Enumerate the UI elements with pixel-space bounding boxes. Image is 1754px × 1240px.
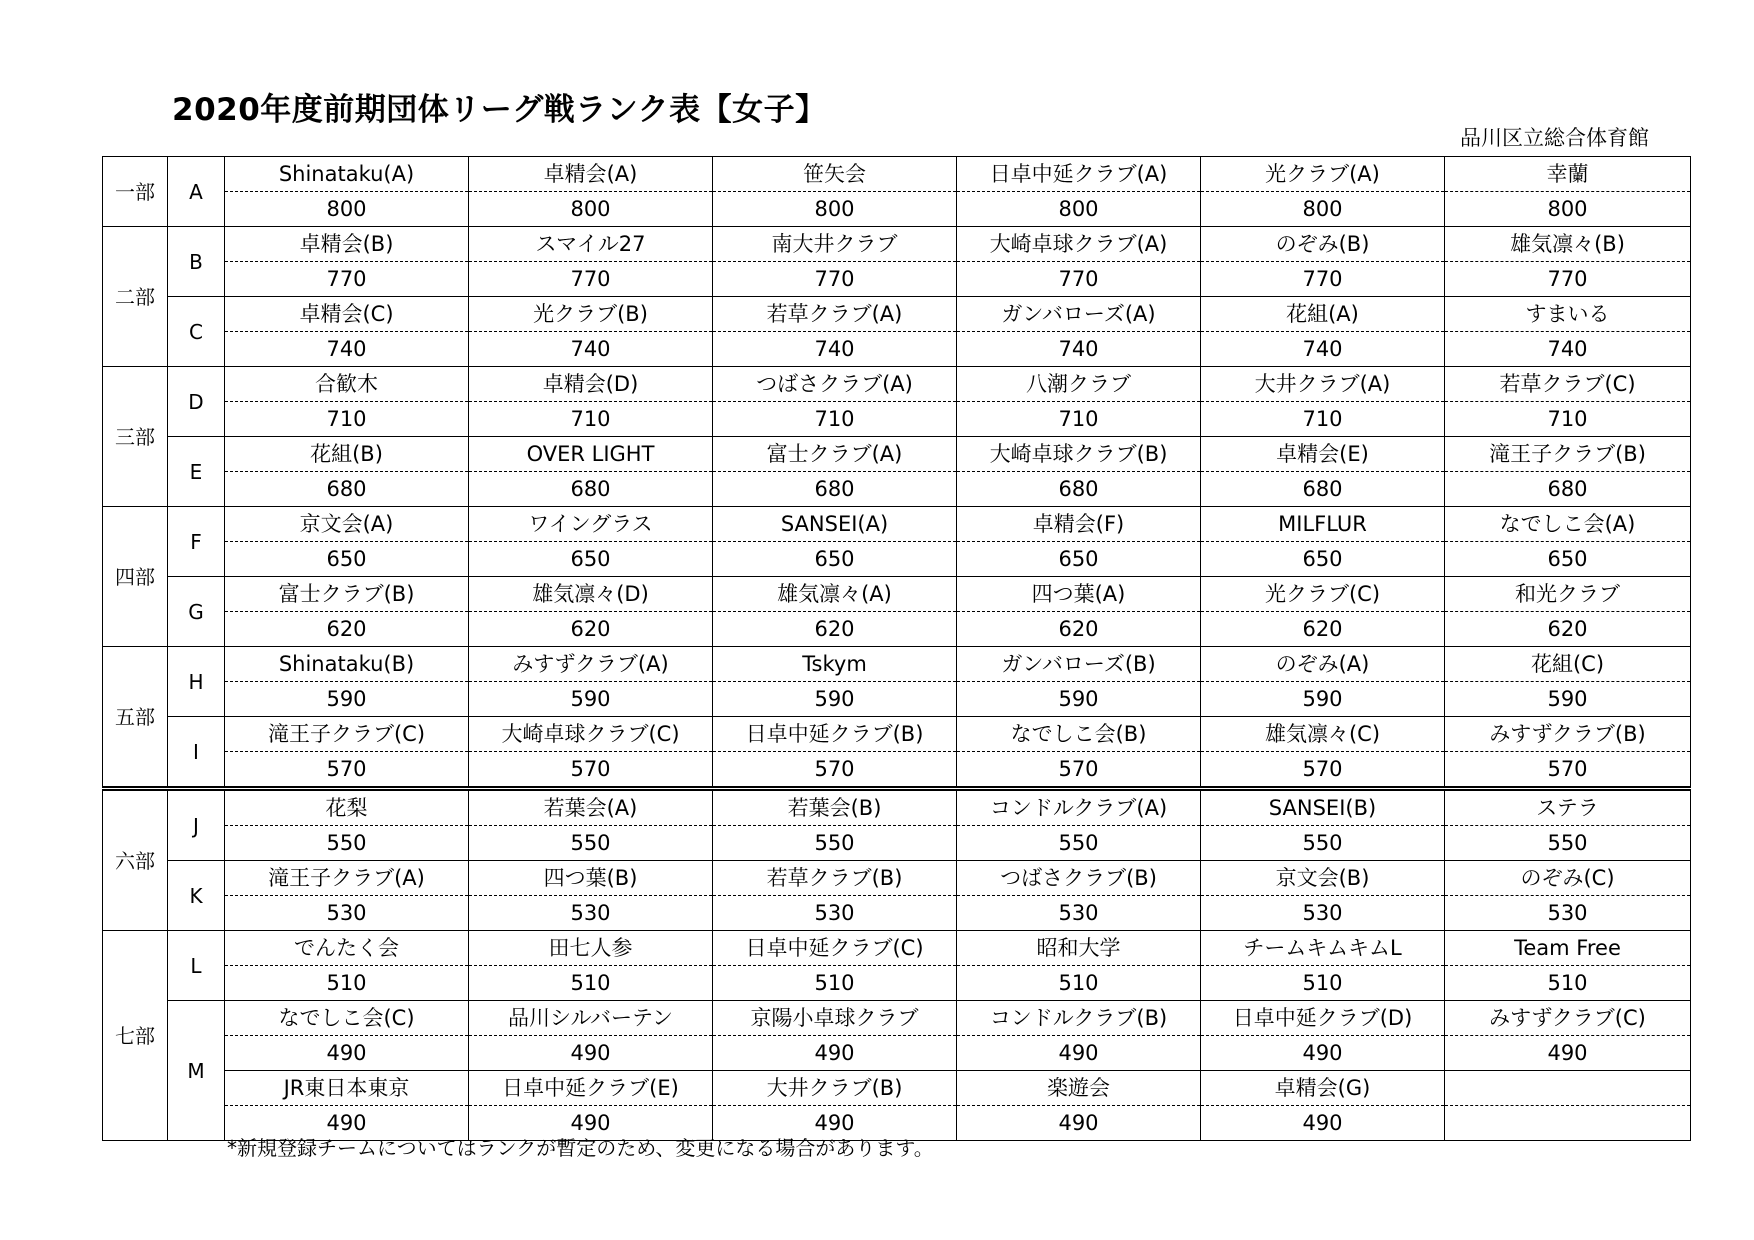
division-label: 一部	[103, 157, 168, 227]
rank-score-cell: 620	[957, 612, 1201, 647]
rank-score-cell: 680	[1201, 472, 1445, 507]
rank-score-cell: 530	[469, 896, 713, 931]
team-name-cell: 若草クラブ(C)	[1445, 367, 1691, 402]
league-label: H	[168, 647, 225, 717]
rank-score-cell: 550	[1445, 826, 1691, 861]
team-name-cell: 卓精会(E)	[1201, 437, 1445, 472]
team-name-cell: でんたく会	[225, 931, 469, 966]
league-label: K	[168, 861, 225, 931]
team-name-cell: すまいる	[1445, 297, 1691, 332]
rank-score-cell: 590	[1445, 682, 1691, 717]
rank-score-cell: 590	[1201, 682, 1445, 717]
rank-score-cell: 740	[469, 332, 713, 367]
rank-score-cell: 530	[1201, 896, 1445, 931]
rank-score-cell: 490	[225, 1036, 469, 1071]
league-label: F	[168, 507, 225, 577]
team-name-cell: 日卓中延クラブ(C)	[713, 931, 957, 966]
rank-score-cell: 740	[713, 332, 957, 367]
team-name-cell: 京陽小卓球クラブ	[713, 1001, 957, 1036]
team-name-cell: つばさクラブ(B)	[957, 861, 1201, 896]
score-row	[103, 332, 1691, 367]
rank-score-cell: 590	[469, 682, 713, 717]
team-name-cell: 滝王子クラブ(C)	[225, 717, 469, 752]
team-row	[103, 297, 1691, 332]
rank-table	[102, 156, 1691, 1141]
team-name-cell: 京文会(B)	[1201, 861, 1445, 896]
rank-score-cell: 710	[225, 402, 469, 437]
page-title: 2020年度前期団体リーグ戦ランク表【女子】	[172, 92, 827, 128]
team-name-cell: 大崎卓球クラブ(C)	[469, 717, 713, 752]
team-row	[103, 437, 1691, 472]
team-name-cell: 卓精会(F)	[957, 507, 1201, 542]
team-name-cell: 幸蘭	[1445, 157, 1691, 192]
score-row	[103, 192, 1691, 227]
league-label: C	[168, 297, 225, 367]
rank-score-cell	[1445, 1106, 1691, 1141]
team-name-cell: 京文会(A)	[225, 507, 469, 542]
rank-score-cell: 800	[1201, 192, 1445, 227]
rank-score-cell: 590	[225, 682, 469, 717]
team-name-cell: JR東日本東京	[225, 1071, 469, 1106]
rank-score-cell: 550	[469, 826, 713, 861]
team-name-cell: みすずクラブ(C)	[1445, 1001, 1691, 1036]
rank-score-cell: 710	[469, 402, 713, 437]
team-name-cell: 日卓中延クラブ(A)	[957, 157, 1201, 192]
score-row	[103, 826, 1691, 861]
score-row	[103, 542, 1691, 577]
rank-score-cell: 490	[713, 1036, 957, 1071]
league-label: E	[168, 437, 225, 507]
rank-score-cell: 770	[1445, 262, 1691, 297]
team-name-cell: 若草クラブ(B)	[713, 861, 957, 896]
rank-score-cell: 650	[1445, 542, 1691, 577]
rank-score-cell: 590	[713, 682, 957, 717]
rank-score-cell: 800	[1445, 192, 1691, 227]
league-label: I	[168, 717, 225, 789]
team-name-cell: ガンバローズ(A)	[957, 297, 1201, 332]
score-row	[103, 262, 1691, 297]
team-name-cell: 雄気凛々(B)	[1445, 227, 1691, 262]
division-label: 四部	[103, 507, 168, 647]
rank-score-cell: 550	[225, 826, 469, 861]
rank-score-cell: 490	[225, 1106, 469, 1141]
rank-score-cell: 800	[225, 192, 469, 227]
division-label: 二部	[103, 227, 168, 367]
rank-score-cell: 490	[469, 1036, 713, 1071]
rank-score-cell: 770	[957, 262, 1201, 297]
rank-score-cell: 530	[1445, 896, 1691, 931]
team-name-cell: 楽遊会	[957, 1071, 1201, 1106]
team-name-cell: 卓精会(D)	[469, 367, 713, 402]
team-name-cell: 雄気凛々(D)	[469, 577, 713, 612]
rank-score-cell: 710	[957, 402, 1201, 437]
team-name-cell: みすずクラブ(B)	[1445, 717, 1691, 752]
team-name-cell: 品川シルバーテン	[469, 1001, 713, 1036]
score-row	[103, 682, 1691, 717]
team-name-cell: ステラ	[1445, 789, 1691, 826]
team-name-cell: なでしこ会(C)	[225, 1001, 469, 1036]
team-name-cell: 光クラブ(B)	[469, 297, 713, 332]
rank-score-cell: 650	[957, 542, 1201, 577]
team-row	[103, 1001, 1691, 1036]
division-label: 五部	[103, 647, 168, 789]
rank-score-cell: 800	[957, 192, 1201, 227]
team-name-cell: ガンバローズ(B)	[957, 647, 1201, 682]
rank-score-cell: 510	[713, 966, 957, 1001]
rank-score-cell: 680	[957, 472, 1201, 507]
team-name-cell: 光クラブ(A)	[1201, 157, 1445, 192]
team-name-cell: 和光クラブ	[1445, 577, 1691, 612]
rank-score-cell: 570	[957, 752, 1201, 789]
team-name-cell: 富士クラブ(A)	[713, 437, 957, 472]
team-name-cell: 花梨	[225, 789, 469, 826]
team-name-cell: 日卓中延クラブ(E)	[469, 1071, 713, 1106]
team-name-cell: 卓精会(G)	[1201, 1071, 1445, 1106]
league-label: L	[168, 931, 225, 1001]
team-name-cell: コンドルクラブ(A)	[957, 789, 1201, 826]
score-row	[103, 472, 1691, 507]
team-row	[103, 227, 1691, 262]
rank-score-cell: 710	[1445, 402, 1691, 437]
rank-score-cell: 620	[469, 612, 713, 647]
team-name-cell: Shinataku(A)	[225, 157, 469, 192]
team-name-cell: 富士クラブ(B)	[225, 577, 469, 612]
rank-score-cell: 570	[225, 752, 469, 789]
team-name-cell: 雄気凛々(C)	[1201, 717, 1445, 752]
team-row	[103, 647, 1691, 682]
rank-score-cell: 590	[957, 682, 1201, 717]
league-label: A	[168, 157, 225, 227]
score-row	[103, 612, 1691, 647]
team-name-cell: 大井クラブ(B)	[713, 1071, 957, 1106]
organizer-label: 品川区立総合体育館	[1460, 126, 1649, 150]
rank-score-cell: 620	[1201, 612, 1445, 647]
league-label: J	[168, 789, 225, 861]
rank-score-cell: 680	[1445, 472, 1691, 507]
rank-score-cell: 490	[1201, 1036, 1445, 1071]
team-name-cell: のぞみ(A)	[1201, 647, 1445, 682]
team-name-cell: 雄気凛々(A)	[713, 577, 957, 612]
league-label: B	[168, 227, 225, 297]
rank-score-cell: 490	[957, 1036, 1201, 1071]
team-row	[103, 367, 1691, 402]
team-name-cell: なでしこ会(A)	[1445, 507, 1691, 542]
rank-score-cell: 740	[225, 332, 469, 367]
team-row	[103, 157, 1691, 192]
rank-score-cell: 680	[469, 472, 713, 507]
score-row	[103, 966, 1691, 1001]
score-row	[103, 1036, 1691, 1071]
team-name-cell: なでしこ会(B)	[957, 717, 1201, 752]
team-name-cell: 卓精会(A)	[469, 157, 713, 192]
team-name-cell: 大井クラブ(A)	[1201, 367, 1445, 402]
rank-score-cell: 570	[713, 752, 957, 789]
league-label: D	[168, 367, 225, 437]
team-name-cell: 花組(A)	[1201, 297, 1445, 332]
team-name-cell: 合歓木	[225, 367, 469, 402]
footnote: *新規登録チームについてはランクが暫定のため、変更になる場合があります。	[227, 1136, 934, 1160]
rank-score-cell: 680	[713, 472, 957, 507]
rank-score-cell: 510	[225, 966, 469, 1001]
team-name-cell	[1445, 1071, 1691, 1106]
team-name-cell: 南大井クラブ	[713, 227, 957, 262]
team-row	[103, 1071, 1691, 1106]
rank-score-cell: 570	[1201, 752, 1445, 789]
rank-score-cell: 650	[469, 542, 713, 577]
team-name-cell: ワイングラス	[469, 507, 713, 542]
team-row	[103, 577, 1691, 612]
team-name-cell: 笹矢会	[713, 157, 957, 192]
team-name-cell: 滝王子クラブ(B)	[1445, 437, 1691, 472]
team-name-cell: 若葉会(A)	[469, 789, 713, 826]
rank-score-cell: 490	[957, 1106, 1201, 1141]
rank-score-cell: 650	[1201, 542, 1445, 577]
rank-score-cell: 740	[1445, 332, 1691, 367]
rank-score-cell: 570	[469, 752, 713, 789]
rank-score-cell: 530	[957, 896, 1201, 931]
rank-score-cell: 620	[1445, 612, 1691, 647]
team-name-cell: 卓精会(C)	[225, 297, 469, 332]
rank-score-cell: 770	[225, 262, 469, 297]
rank-score-cell: 800	[469, 192, 713, 227]
rank-score-cell: 770	[713, 262, 957, 297]
team-name-cell: スマイル27	[469, 227, 713, 262]
rank-score-cell: 490	[1445, 1036, 1691, 1071]
rank-score-cell: 530	[713, 896, 957, 931]
team-name-cell: Shinataku(B)	[225, 647, 469, 682]
team-name-cell: SANSEI(B)	[1201, 789, 1445, 826]
score-row	[103, 752, 1691, 789]
team-name-cell: 四つ葉(A)	[957, 577, 1201, 612]
team-name-cell: OVER LIGHT	[469, 437, 713, 472]
rank-score-cell: 550	[957, 826, 1201, 861]
team-name-cell: チームキムキムL	[1201, 931, 1445, 966]
rank-score-cell: 490	[713, 1106, 957, 1141]
team-name-cell: のぞみ(C)	[1445, 861, 1691, 896]
rank-score-cell: 740	[957, 332, 1201, 367]
team-name-cell: 四つ葉(B)	[469, 861, 713, 896]
team-name-cell: のぞみ(B)	[1201, 227, 1445, 262]
team-row	[103, 789, 1691, 826]
team-name-cell: 花組(B)	[225, 437, 469, 472]
rank-score-cell: 510	[1201, 966, 1445, 1001]
league-label: G	[168, 577, 225, 647]
team-name-cell: 大崎卓球クラブ(A)	[957, 227, 1201, 262]
team-name-cell: 大崎卓球クラブ(B)	[957, 437, 1201, 472]
team-name-cell: みすずクラブ(A)	[469, 647, 713, 682]
rank-score-cell: 710	[713, 402, 957, 437]
team-row	[103, 717, 1691, 752]
team-name-cell: MILFLUR	[1201, 507, 1445, 542]
score-row	[103, 402, 1691, 437]
team-name-cell: 田七人参	[469, 931, 713, 966]
team-name-cell: 花組(C)	[1445, 647, 1691, 682]
team-name-cell: 若葉会(B)	[713, 789, 957, 826]
rank-score-cell: 620	[225, 612, 469, 647]
team-name-cell: コンドルクラブ(B)	[957, 1001, 1201, 1036]
team-name-cell: Tskym	[713, 647, 957, 682]
division-label: 六部	[103, 789, 168, 931]
division-label: 七部	[103, 931, 168, 1141]
rank-score-cell: 530	[225, 896, 469, 931]
rank-score-cell: 620	[713, 612, 957, 647]
team-name-cell: 滝王子クラブ(A)	[225, 861, 469, 896]
team-name-cell: 昭和大学	[957, 931, 1201, 966]
rank-score-cell: 680	[225, 472, 469, 507]
team-name-cell: 若草クラブ(A)	[713, 297, 957, 332]
team-row	[103, 931, 1691, 966]
team-name-cell: 日卓中延クラブ(B)	[713, 717, 957, 752]
rank-score-cell: 550	[1201, 826, 1445, 861]
rank-score-cell: 490	[1201, 1106, 1445, 1141]
rank-score-cell: 740	[1201, 332, 1445, 367]
rank-score-cell: 650	[713, 542, 957, 577]
rank-score-cell: 770	[469, 262, 713, 297]
rank-score-cell: 510	[1445, 966, 1691, 1001]
score-row	[103, 896, 1691, 931]
team-name-cell: 卓精会(B)	[225, 227, 469, 262]
rank-score-cell: 550	[713, 826, 957, 861]
team-name-cell: 光クラブ(C)	[1201, 577, 1445, 612]
rank-score-cell: 570	[1445, 752, 1691, 789]
rank-score-cell: 800	[713, 192, 957, 227]
team-name-cell: 八潮クラブ	[957, 367, 1201, 402]
team-row	[103, 507, 1691, 542]
team-name-cell: SANSEI(A)	[713, 507, 957, 542]
team-name-cell: 日卓中延クラブ(D)	[1201, 1001, 1445, 1036]
rank-score-cell: 510	[957, 966, 1201, 1001]
rank-score-cell: 490	[469, 1106, 713, 1141]
division-label: 三部	[103, 367, 168, 507]
team-name-cell: つばさクラブ(A)	[713, 367, 957, 402]
rank-score-cell: 770	[1201, 262, 1445, 297]
team-name-cell: Team Free	[1445, 931, 1691, 966]
rank-score-cell: 510	[469, 966, 713, 1001]
league-label: M	[168, 1001, 225, 1141]
rank-score-cell: 650	[225, 542, 469, 577]
team-row	[103, 861, 1691, 896]
rank-score-cell: 710	[1201, 402, 1445, 437]
